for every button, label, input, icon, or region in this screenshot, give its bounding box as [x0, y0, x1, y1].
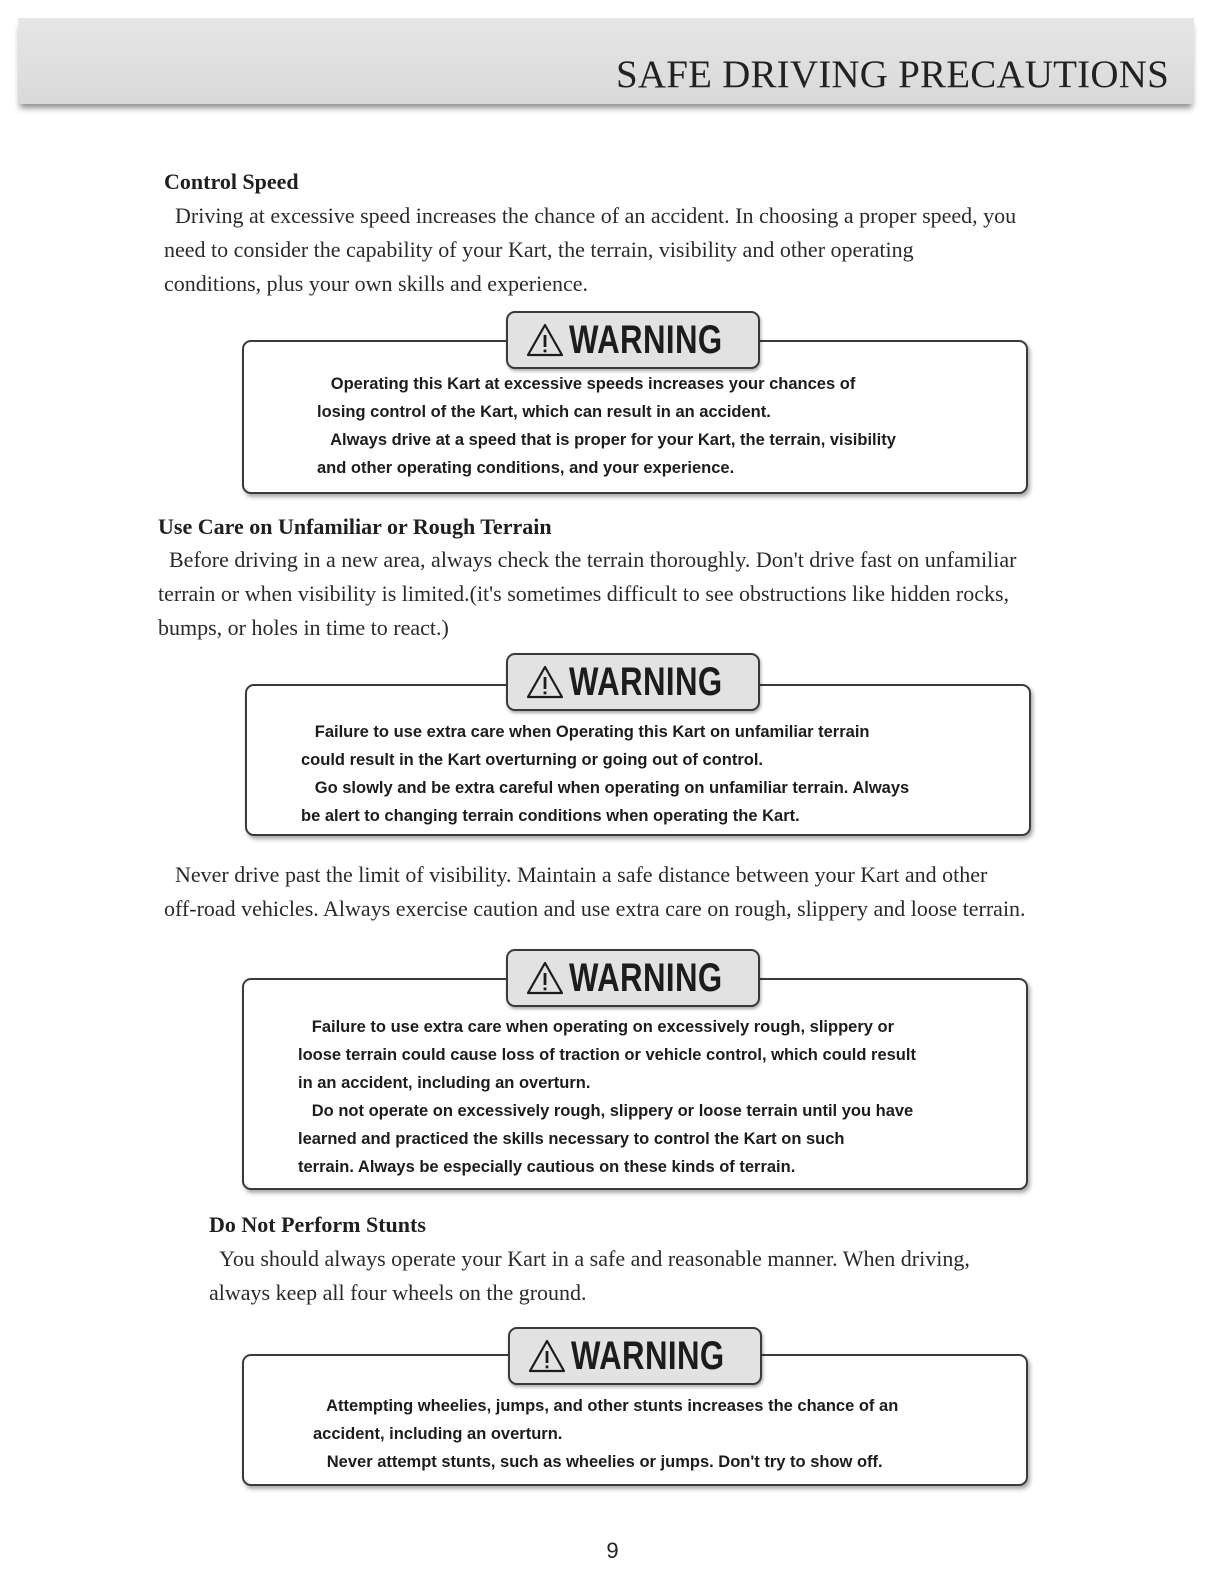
warning-line: could result in the Kart overturning or going out of control.	[301, 751, 763, 769]
warning-line: loose terrain could cause loss of traction or vehicle control, which could result	[298, 1046, 916, 1064]
warning-line: Operating this Kart at excessive speeds increases your chances of	[317, 375, 856, 393]
warning-line: Attempting wheelies, jumps, and other stunts increases the chance of an	[313, 1397, 899, 1415]
warning-line: Never attempt stunts, such as wheelies or jumps. Don't try to show off.	[313, 1453, 883, 1471]
warning-line: accident, including an overturn.	[313, 1425, 563, 1443]
warning-label: WARNING	[569, 659, 723, 704]
warning-line: and other operating conditions, and your experience.	[317, 459, 735, 477]
warning-label: WARNING	[569, 955, 723, 1000]
warning-line: Do not operate on excessively rough, slippery or loose terrain until you have	[298, 1102, 914, 1120]
paragraph-line: terrain or when visibility is limited.(it's sometimes difficult to see obstructions like hidden rocks,	[158, 581, 1010, 606]
page-number: 9	[606, 1538, 619, 1563]
section-paragraph-visibility	[164, 858, 1026, 926]
warning-triangle-icon	[527, 1338, 567, 1374]
section-paragraph-control-speed	[164, 199, 1016, 301]
warning-line: terrain. Always be especially cautious on these kinds of terrain.	[298, 1158, 796, 1176]
paragraph-line: off-road vehicles. Always exercise caution and use extra care on rough, slippery and loose terrain.	[164, 896, 1026, 921]
paragraph-line: Never drive past the limit of visibility. Maintain a safe distance between your Kart and other	[164, 862, 988, 887]
paragraph-line: Driving at excessive speed increases the chance of an accident. In choosing a proper speed, you	[164, 203, 1017, 228]
warning-line: be alert to changing terrain conditions when operating the Kart.	[301, 807, 800, 825]
section-heading-stunts: Do Not Perform Stunts	[209, 1212, 426, 1237]
warning-line: losing control of the Kart, which can result in an accident.	[317, 403, 771, 421]
warning-line: Failure to use extra care when operating on excessively rough, slippery or	[298, 1018, 895, 1036]
paragraph-line: always keep all four wheels on the ground.	[209, 1280, 587, 1305]
paragraph-line: need to consider the capability of your Kart, the terrain, visibility and other operating	[164, 237, 914, 262]
warning-line: learned and practiced the skills necessary to control the Kart on such	[298, 1130, 845, 1148]
warning-line: Go slowly and be extra careful when operating on unfamiliar terrain. Always	[301, 779, 910, 797]
warning-line: Failure to use extra care when Operating this Kart on unfamiliar terrain	[301, 723, 870, 741]
paragraph-line: Before driving in a new area, always check the terrain thoroughly. Don't drive fast on unfamiliar	[158, 547, 1017, 572]
warning-text	[301, 718, 909, 830]
warning-tag	[508, 1327, 762, 1385]
paragraph-line: bumps, or holes in time to react.)	[158, 615, 449, 640]
section-heading-control-speed: Control Speed	[164, 169, 299, 194]
warning-triangle-icon	[525, 322, 565, 358]
section-paragraph-stunts	[209, 1242, 970, 1310]
page-title: SAFE DRIVING PRECAUTIONS	[615, 53, 1169, 96]
warning-line: Always drive at a speed that is proper for your Kart, the terrain, visibility	[317, 431, 896, 449]
warning-text	[313, 1392, 898, 1476]
warning-label: WARNING	[571, 1333, 725, 1378]
warning-line: in an accident, including an overturn.	[298, 1074, 591, 1092]
section-paragraph-rough-terrain	[158, 543, 1016, 645]
paragraph-line: conditions, plus your own skills and experience.	[164, 271, 589, 296]
section-heading-rough-terrain: Use Care on Unfamiliar or Rough Terrain	[158, 514, 552, 539]
warning-tag	[506, 949, 760, 1007]
warning-text	[298, 1013, 916, 1181]
warning-text	[317, 370, 896, 482]
warning-tag	[506, 653, 760, 711]
paragraph-line: You should always operate your Kart in a safe and reasonable manner. When driving,	[209, 1246, 970, 1271]
warning-triangle-icon	[525, 664, 565, 700]
warning-triangle-icon	[525, 960, 565, 996]
warning-tag	[506, 311, 760, 369]
warning-label: WARNING	[569, 317, 723, 362]
